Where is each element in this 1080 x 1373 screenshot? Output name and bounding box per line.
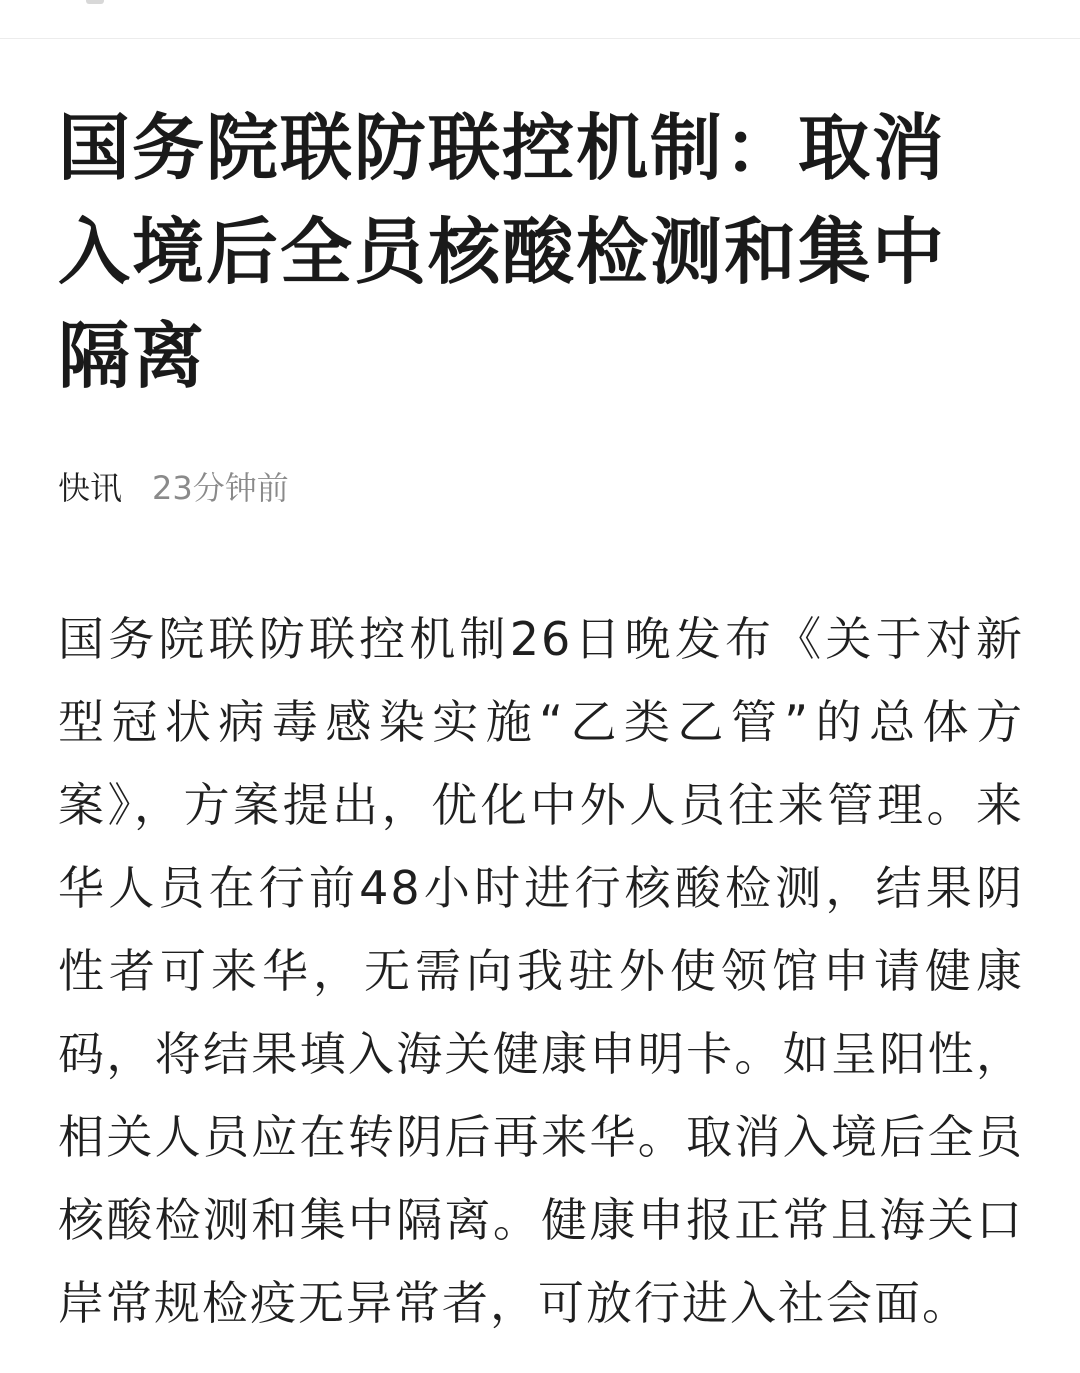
article-timestamp: 23分钟前 (152, 469, 289, 507)
article-source[interactable]: 快讯 (58, 469, 123, 507)
article-headline: 国务院联防联控机制：取消入境后全员核酸检测和集中隔离 (58, 106, 947, 398)
top-bar (0, 0, 1080, 39)
article-body: 国务院联防联控机制26日晚发布《关于对新型冠状病毒感染实施“乙类乙管”的总体方案》，方案提出，优化中外人员往来管理。来华人员在行前48小时进行核酸检测，结果阴性者可来华，无需向我驻外使领馆申请健康码，将结果填入海关健康申明卡。如呈阳性，相关人员应在转阴后再来华。取消入境后全员核酸检测和集中隔离。健康申报正常且海关口岸常规检疫无异常者，可放行进入社会面。 (58, 612, 1024, 1330)
top-bar-edge (86, 0, 104, 4)
article (58, 96, 1024, 1345)
article-meta (58, 468, 1024, 508)
